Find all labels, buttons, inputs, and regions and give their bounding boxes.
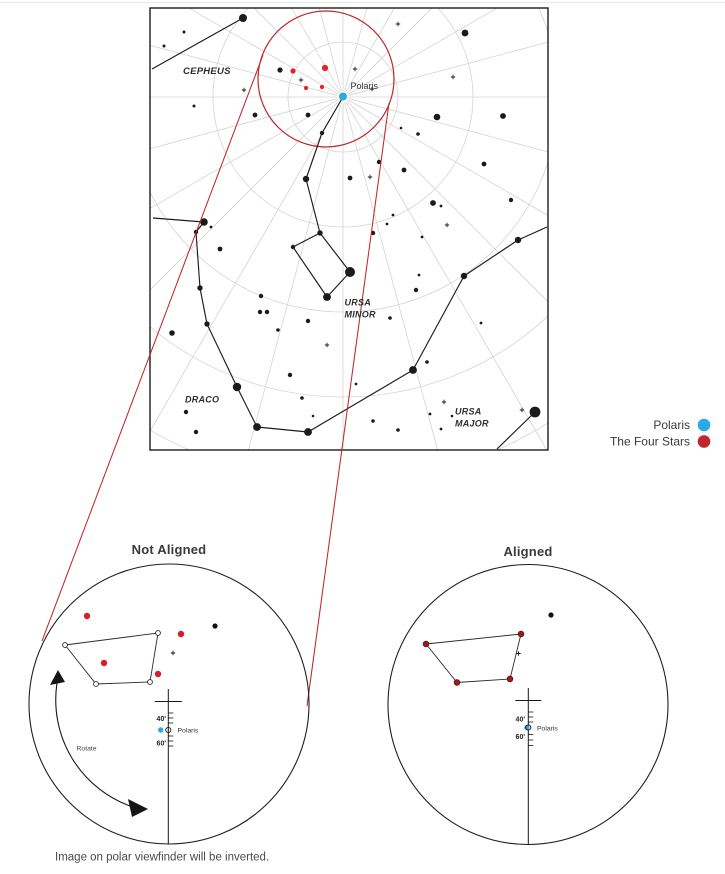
- star: [197, 285, 202, 290]
- star: [500, 113, 506, 119]
- faint-star-cross: [442, 400, 446, 404]
- grid-ray: [347, 0, 710, 93]
- star: [392, 214, 395, 217]
- grid-ray: [345, 0, 478, 91]
- rotate-arrow-head-bottom: [128, 799, 148, 817]
- grid-ray: [349, 0, 725, 95]
- star: [218, 247, 223, 252]
- star: [462, 30, 469, 37]
- not-aligned-trapezoid-vertex: [63, 643, 68, 648]
- legend-dots-layer: [698, 419, 711, 448]
- star: [288, 373, 292, 377]
- star: [312, 415, 315, 418]
- star: [421, 236, 424, 239]
- star: [429, 413, 432, 416]
- grid-ray: [346, 0, 603, 92]
- legend-dot-four-stars: [698, 435, 711, 448]
- grid-ray: [0, 101, 339, 464]
- star: [210, 226, 213, 229]
- four-stars-red-star: [322, 65, 328, 71]
- al-reticle-60: 60': [515, 734, 525, 741]
- star: [440, 205, 443, 208]
- faint-star-cross: [299, 78, 303, 82]
- aligned-trapezoid-star: [454, 680, 460, 686]
- faint-star-cross: [520, 408, 524, 412]
- star: [320, 131, 324, 135]
- star: [265, 310, 269, 314]
- magnifier-lines-layer: [42, 55, 389, 706]
- star: [451, 415, 454, 418]
- caption-inverted-note: Image on polar viewfinder will be inverted.: [55, 851, 270, 864]
- not-aligned-red-star: [84, 613, 90, 619]
- star: [194, 430, 198, 434]
- not-aligned-trapezoid-vertex: [156, 631, 161, 636]
- star: [306, 319, 310, 323]
- star: [317, 230, 322, 235]
- four-stars-red-star: [290, 68, 295, 73]
- al-reticle-40: 40': [515, 716, 525, 724]
- faint-star-cross: [451, 75, 455, 79]
- star: [258, 310, 262, 314]
- star: [416, 132, 420, 136]
- label-cepheus: CEPHEUS: [183, 66, 231, 77]
- aligned-trapezoid-star: [518, 631, 524, 637]
- star: [300, 396, 304, 400]
- star: [482, 162, 487, 167]
- star: [276, 328, 280, 332]
- star: [348, 176, 353, 181]
- grid-ray: [0, 0, 337, 95]
- grid-ray: [83, 102, 340, 547]
- faint-star-cross: [445, 223, 449, 227]
- star: [239, 14, 247, 22]
- star: [253, 423, 261, 431]
- rotate-arrow-head-top: [50, 670, 65, 685]
- star: [291, 245, 295, 249]
- not-aligned-trapezoid: [65, 633, 158, 684]
- faint-star-cross: [325, 343, 329, 347]
- star: [434, 114, 441, 121]
- faint-star-cross: [242, 88, 246, 92]
- rotate-label: Rotate: [76, 745, 97, 753]
- na-reticle-polaris-label: Polaris: [177, 727, 199, 735]
- not-aligned-trapezoid-vertex: [148, 680, 153, 685]
- star: [253, 113, 258, 118]
- constellation-cepheus: [152, 18, 243, 69]
- grid-ray: [208, 103, 341, 599]
- title-aligned: Aligned: [503, 544, 553, 559]
- star: [204, 321, 209, 326]
- label-draco: DRACO: [185, 394, 220, 405]
- grid-ray: [0, 100, 338, 357]
- label-ursa-minor-2: MINOR: [344, 309, 376, 320]
- legend-label-four-stars: The Four Stars: [609, 434, 690, 449]
- star: [163, 45, 166, 48]
- aligned-black-star: [548, 612, 553, 617]
- label-chart-polaris: Polaris: [350, 81, 379, 91]
- grid-ray: [0, 99, 337, 232]
- star: [303, 176, 309, 182]
- grid-ray: [348, 100, 725, 357]
- star: [480, 322, 483, 325]
- star: [409, 366, 417, 374]
- grid-ray: [349, 99, 725, 232]
- star: [515, 237, 521, 243]
- star: [425, 360, 429, 364]
- star: [371, 419, 375, 423]
- viewfinder-aligned: [388, 565, 668, 846]
- star: [414, 288, 418, 292]
- aligned-trapezoid-star: [507, 676, 513, 682]
- grid-ray: [0, 0, 339, 93]
- four-stars-red-star: [304, 86, 308, 90]
- star: [509, 198, 513, 202]
- star: [355, 383, 358, 386]
- aligned-trapezoid-star: [423, 641, 429, 647]
- star: [386, 223, 389, 226]
- star: [461, 273, 467, 279]
- not-aligned-red-star: [178, 631, 184, 637]
- constellation-ursa_major: [497, 412, 535, 449]
- legend-label-polaris: Polaris: [653, 418, 690, 432]
- star: [193, 105, 196, 108]
- legend-dot-polaris: [698, 419, 711, 432]
- star: [183, 31, 186, 34]
- faint-star-cross: [368, 175, 372, 179]
- star: [440, 428, 443, 431]
- star: [304, 428, 312, 436]
- star: [345, 267, 355, 277]
- star: [233, 383, 241, 391]
- constellation-lines-layer: [152, 18, 547, 449]
- star: [169, 330, 175, 336]
- star: [277, 67, 282, 72]
- faint-star-cross: [396, 22, 400, 26]
- aligned-trapezoid: [426, 634, 521, 683]
- polaris-star: [339, 93, 347, 101]
- faint-star-cross: [353, 67, 357, 71]
- four-stars-red-star: [320, 85, 324, 89]
- not-aligned-black-star: [212, 623, 217, 628]
- constellation-ursa_minor_bowl: [293, 233, 350, 297]
- not-aligned-scope-circle: [29, 564, 309, 844]
- na-reticle-40: 40': [156, 716, 166, 723]
- not-aligned-polaris-dot: [158, 727, 163, 732]
- grid-ray: [348, 0, 725, 94]
- star: [402, 168, 407, 173]
- not-aligned-faint-star-cross: [171, 651, 175, 655]
- not-aligned-red-star: [155, 671, 161, 677]
- viewfinder-not-aligned: [29, 564, 309, 844]
- star: [396, 428, 400, 432]
- label-ursa-minor-1: URSA: [344, 297, 372, 308]
- al-reticle-polaris-label: Polaris: [537, 725, 558, 733]
- star: [259, 294, 263, 298]
- title-not-aligned: Not Aligned: [131, 542, 207, 557]
- stars-layer: [163, 14, 541, 436]
- star: [430, 200, 436, 206]
- na-reticle-60: 60': [156, 740, 166, 748]
- grid-ray: [0, 0, 338, 94]
- star: [400, 127, 403, 130]
- not-aligned-red-star: [101, 660, 107, 666]
- grid-ray: [344, 101, 710, 464]
- star: [323, 293, 331, 301]
- grid-ray: [346, 102, 603, 547]
- star: [388, 316, 392, 320]
- grid-ray: [208, 0, 341, 91]
- not-aligned-trapezoid-vertex: [94, 682, 99, 687]
- viewfinders-layer: [29, 564, 668, 845]
- star: [530, 407, 541, 418]
- star: [418, 274, 421, 277]
- star: [184, 410, 188, 414]
- grid-ray: [345, 103, 478, 599]
- label-ursa-major-1: URSA: [455, 406, 482, 417]
- magnifier-line-right: [307, 103, 389, 706]
- star: [306, 113, 311, 118]
- label-ursa-major-2: MAJOR: [455, 418, 489, 429]
